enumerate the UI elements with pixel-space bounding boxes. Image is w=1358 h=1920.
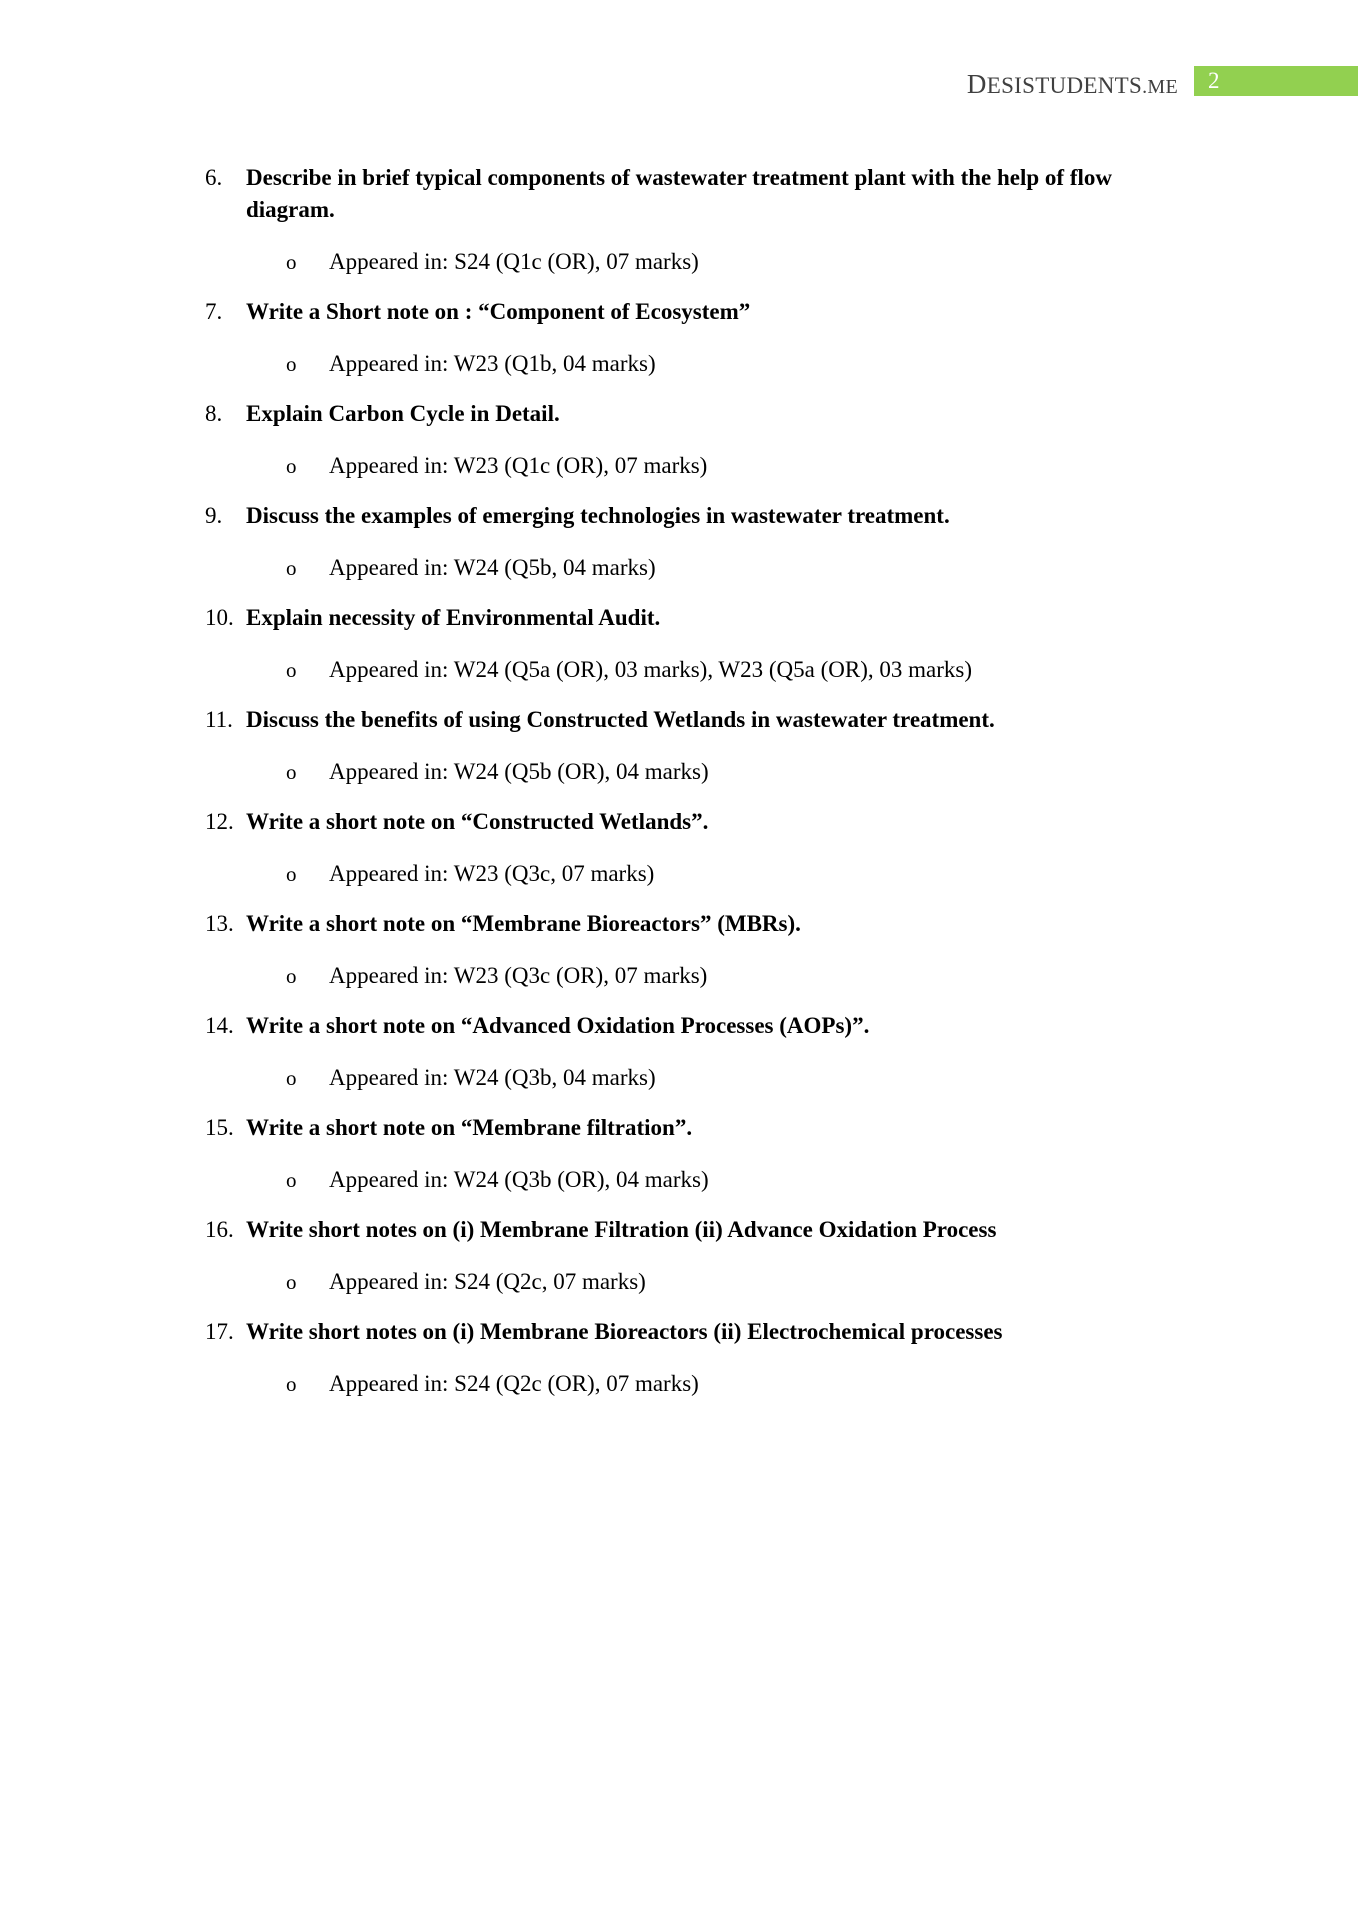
bullet-icon: o	[286, 1168, 297, 1192]
site-name-initial: D	[966, 69, 987, 99]
bullet-icon: o	[286, 1270, 297, 1294]
appeared-text: Appeared in: S24 (Q1c (OR), 07 marks)	[329, 249, 699, 274]
question-number: 10.	[205, 605, 234, 630]
question-number: 12.	[205, 809, 234, 834]
question-item	[205, 908, 1195, 940]
question-number: 7.	[205, 299, 223, 324]
question-text: Write short notes on (i) Membrane Bioreactors (ii) Electrochemical processes	[246, 1319, 1003, 1344]
appeared-text: Appeared in: S24 (Q2c (OR), 07 marks)	[329, 1371, 699, 1396]
bullet-icon: o	[286, 454, 297, 478]
bullet-icon: o	[286, 1372, 297, 1396]
bullet-icon: o	[286, 1066, 297, 1090]
appeared-item	[205, 1368, 1358, 1400]
site-name-suffix: .ME	[1142, 76, 1178, 98]
question-item	[205, 1214, 1195, 1246]
appeared-item	[205, 756, 1358, 788]
appeared-item	[205, 552, 1358, 584]
appeared-text: Appeared in: W24 (Q5b (OR), 04 marks)	[329, 759, 709, 784]
appeared-text: Appeared in: W23 (Q1c (OR), 07 marks)	[329, 453, 708, 478]
appeared-item	[205, 1164, 1358, 1196]
question-number: 13.	[205, 911, 234, 936]
question-text: Describe in brief typical components of wastewater treatment plant with the help of flow diagram.	[246, 165, 1113, 222]
appeared-item	[205, 654, 1358, 686]
question-text: Discuss the benefits of using Constructed Wetlands in wastewater treatment.	[246, 707, 995, 732]
appeared-item	[205, 858, 1358, 890]
page-number-badge: 2	[1194, 66, 1358, 96]
question-text: Write short notes on (i) Membrane Filtration (ii) Advance Oxidation Process	[246, 1217, 997, 1242]
question-list	[0, 162, 1358, 1418]
appeared-item	[205, 1266, 1358, 1298]
bullet-icon: o	[286, 964, 297, 988]
appeared-text: Appeared in: W24 (Q5a (OR), 03 marks), W23 (Q5a (OR), 03 marks)	[329, 657, 972, 682]
appeared-text: Appeared in: S24 (Q2c, 07 marks)	[329, 1269, 646, 1294]
question-item	[205, 602, 1195, 634]
question-text: Explain Carbon Cycle in Detail.	[246, 401, 560, 426]
bullet-icon: o	[286, 760, 297, 784]
bullet-icon: o	[286, 352, 297, 376]
appeared-text: Appeared in: W23 (Q1b, 04 marks)	[329, 351, 656, 376]
appeared-text: Appeared in: W24 (Q3b (OR), 04 marks)	[329, 1167, 709, 1192]
appeared-text: Appeared in: W24 (Q3b, 04 marks)	[329, 1065, 656, 1090]
question-text: Write a short note on “Advanced Oxidation Processes (AOPs)”.	[246, 1013, 870, 1038]
question-item	[205, 806, 1195, 838]
question-number: 15.	[205, 1115, 234, 1140]
bullet-icon: o	[286, 250, 297, 274]
site-name-rest: ESISTUDENTS	[986, 73, 1143, 98]
question-number: 11.	[205, 707, 233, 732]
question-number: 17.	[205, 1319, 234, 1344]
question-number: 9.	[205, 503, 223, 528]
bullet-icon: o	[286, 658, 297, 682]
page-header	[0, 66, 1358, 98]
appeared-item	[205, 246, 1358, 278]
question-number: 14.	[205, 1013, 234, 1038]
question-text: Write a short note on “Membrane filtration”.	[246, 1115, 693, 1140]
question-text: Explain necessity of Environmental Audit.	[246, 605, 661, 630]
appeared-text: Appeared in: W24 (Q5b, 04 marks)	[329, 555, 656, 580]
question-text: Write a short note on “Constructed Wetlands”.	[246, 809, 709, 834]
question-text: Write a Short note on : “Component of Ecosystem”	[246, 299, 751, 324]
question-text: Discuss the examples of emerging technologies in wastewater treatment.	[246, 503, 950, 528]
question-item	[205, 500, 1195, 532]
appeared-item	[205, 450, 1358, 482]
appeared-item	[205, 960, 1358, 992]
site-name	[967, 69, 1178, 100]
appeared-item	[205, 1062, 1358, 1094]
bullet-icon: o	[286, 556, 297, 580]
appeared-text: Appeared in: W23 (Q3c (OR), 07 marks)	[329, 963, 708, 988]
question-item	[205, 1316, 1195, 1348]
appeared-item	[205, 348, 1358, 380]
bullet-icon: o	[286, 862, 297, 886]
question-text: Write a short note on “Membrane Bioreactors” (MBRs).	[246, 911, 801, 936]
question-item	[205, 398, 1195, 430]
question-number: 8.	[205, 401, 223, 426]
question-item	[205, 704, 1195, 736]
question-item	[205, 296, 1195, 328]
appeared-text: Appeared in: W23 (Q3c, 07 marks)	[329, 861, 655, 886]
question-item	[205, 162, 1195, 226]
question-number: 6.	[205, 165, 223, 190]
question-item	[205, 1112, 1195, 1144]
question-number: 16.	[205, 1217, 234, 1242]
question-item	[205, 1010, 1195, 1042]
